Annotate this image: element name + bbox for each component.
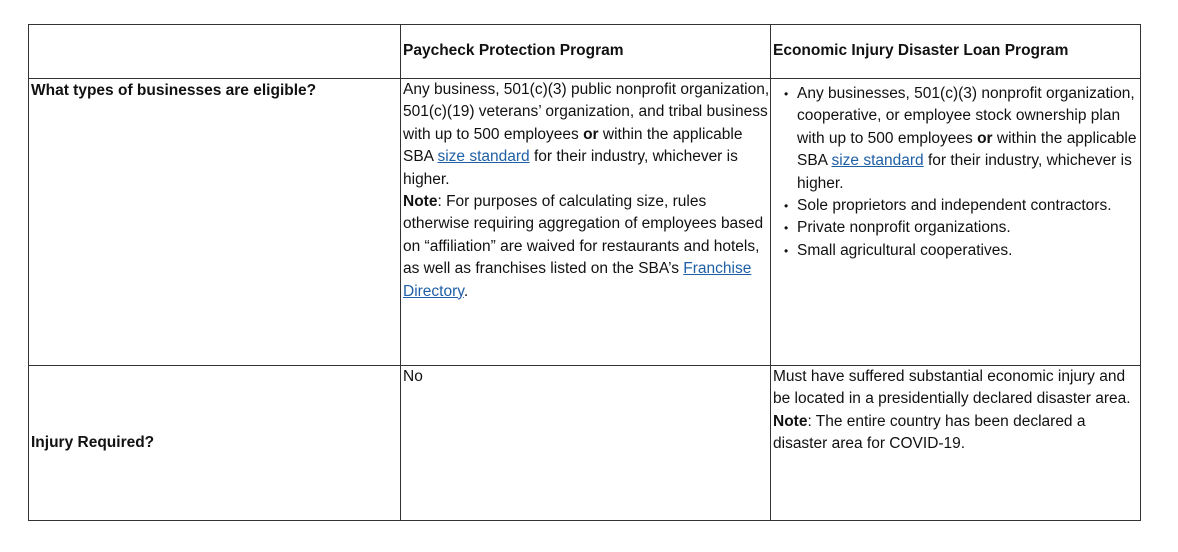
- header-ppp: Paycheck Protection Program: [401, 25, 771, 79]
- injury-note-text: : The entire country has been declared a disaster area for COVID-19.: [773, 412, 1086, 453]
- list-item: • Private nonprofit organizations.: [797, 217, 1140, 239]
- header-blank-cell: [29, 25, 401, 79]
- list-item: • Any businesses, 501(c)(3) nonprofit organization, cooperative, or employee stock ownership plan with up to 500 employees or within the applicable SBA size standard for their industry, whichever is higher.: [784, 85, 1137, 192]
- ppp-size-standard-link[interactable]: size standard: [437, 148, 530, 166]
- ppp-note-end: .: [463, 282, 469, 300]
- ppp-text-2: within the applicable SBA: [403, 125, 743, 166]
- ppp-or: or: [583, 125, 599, 143]
- eligibility-eidl-cell: [771, 79, 1141, 366]
- injury-ppp-cell: No: [401, 366, 771, 521]
- bullet-icon: •: [784, 87, 789, 101]
- eidl-eligibility-list: [773, 83, 1140, 262]
- list-item: • Sole proprietors and independent contractors.: [797, 195, 1140, 217]
- eligibility-label: What types of businesses are eligible?: [29, 79, 401, 366]
- ppp-note-label: Note: [403, 193, 438, 211]
- franchise-directory-link[interactable]: Franchise Directory: [403, 260, 752, 300]
- ppp-text-1: Any business, 501(c)(3) public nonprofit organization, 501(c)(19) veterans’ organization, and tribal business with up to 500 employees: [403, 81, 770, 143]
- injury-row: [29, 366, 1141, 521]
- header-row: [29, 25, 1141, 79]
- ppp-text-3: for their industry, whichever is higher.: [403, 148, 738, 188]
- bullet-icon: •: [784, 243, 789, 258]
- eligibility-ppp-cell: [401, 79, 771, 366]
- injury-eidl-text: Must have suffered substantial economic injury and be located in a presidentially declared disaster area.: [773, 368, 1131, 408]
- eidl-size-standard-link[interactable]: size standard: [831, 152, 924, 170]
- comparison-table: [28, 24, 1141, 521]
- bullet-icon: •: [784, 199, 789, 214]
- eligibility-row: [29, 79, 1141, 366]
- injury-label: Injury Required?: [29, 366, 401, 521]
- list-item: • Small agricultural cooperatives.: [797, 240, 1140, 262]
- injury-eidl-cell: [771, 366, 1141, 521]
- header-eidl: Economic Injury Disaster Loan Program: [771, 25, 1141, 79]
- ppp-note-text: : For purposes of calculating size, rules otherwise requiring aggregation of employees based on “affiliation” are waived for restaurants and hotels, as well as franchises listed on the SBA’s: [403, 193, 764, 278]
- injury-note-label: Note: [773, 412, 808, 430]
- bullet-icon: •: [784, 221, 789, 236]
